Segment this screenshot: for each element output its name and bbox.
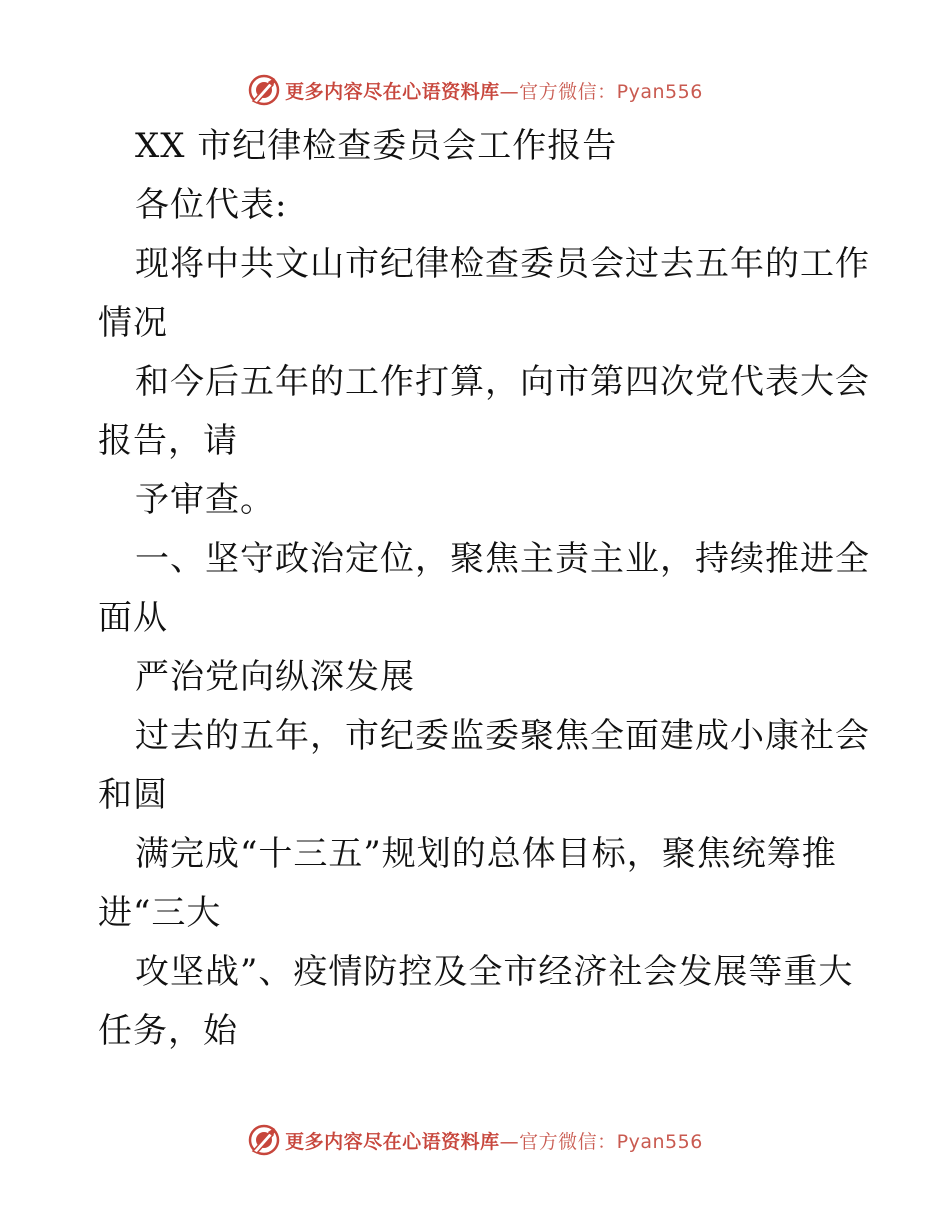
watermark-text: 更多内容尽在心语资料库—官方微信：Pyan556 <box>285 80 703 103</box>
watermark-banner-bottom <box>0 1120 950 1160</box>
document-title: XX 市纪律检查委员会工作报告 <box>135 126 618 166</box>
section-heading: 面从 <box>98 598 168 638</box>
watermark-banner-top <box>0 70 950 110</box>
section-heading: 一、坚守政治定位，聚焦主责主业，持续推进全 <box>135 539 870 579</box>
paragraph-line: 报告，请 <box>98 421 238 461</box>
pen-seal-icon <box>247 73 281 107</box>
paragraph-line: 满完成“十三五”规划的总体目标，聚焦统筹推 <box>135 834 837 874</box>
paragraph-line: 予审查。 <box>135 480 275 520</box>
paragraph-line: 任务，始 <box>98 1011 238 1051</box>
watermark-text: 更多内容尽在心语资料库—官方微信：Pyan556 <box>285 1130 703 1153</box>
section-heading: 严治党向纵深发展 <box>135 657 415 697</box>
pen-seal-icon <box>247 1123 281 1157</box>
paragraph-line: 进“三大 <box>98 893 222 933</box>
paragraph-line: 过去的五年，市纪委监委聚焦全面建成小康社会 <box>135 716 870 756</box>
paragraph-line: 情况 <box>98 303 168 343</box>
paragraph-line: 现将中共文山市纪律检查委员会过去五年的工作 <box>135 244 870 284</box>
paragraph-line: 攻坚战”、疫情防控及全市经济社会发展等重大 <box>135 952 854 992</box>
paragraph-line: 和今后五年的工作打算，向市第四次党代表大会 <box>135 362 870 402</box>
salutation: 各位代表: <box>135 185 288 225</box>
document-body <box>98 117 870 1061</box>
paragraph-line: 和圆 <box>98 775 168 815</box>
